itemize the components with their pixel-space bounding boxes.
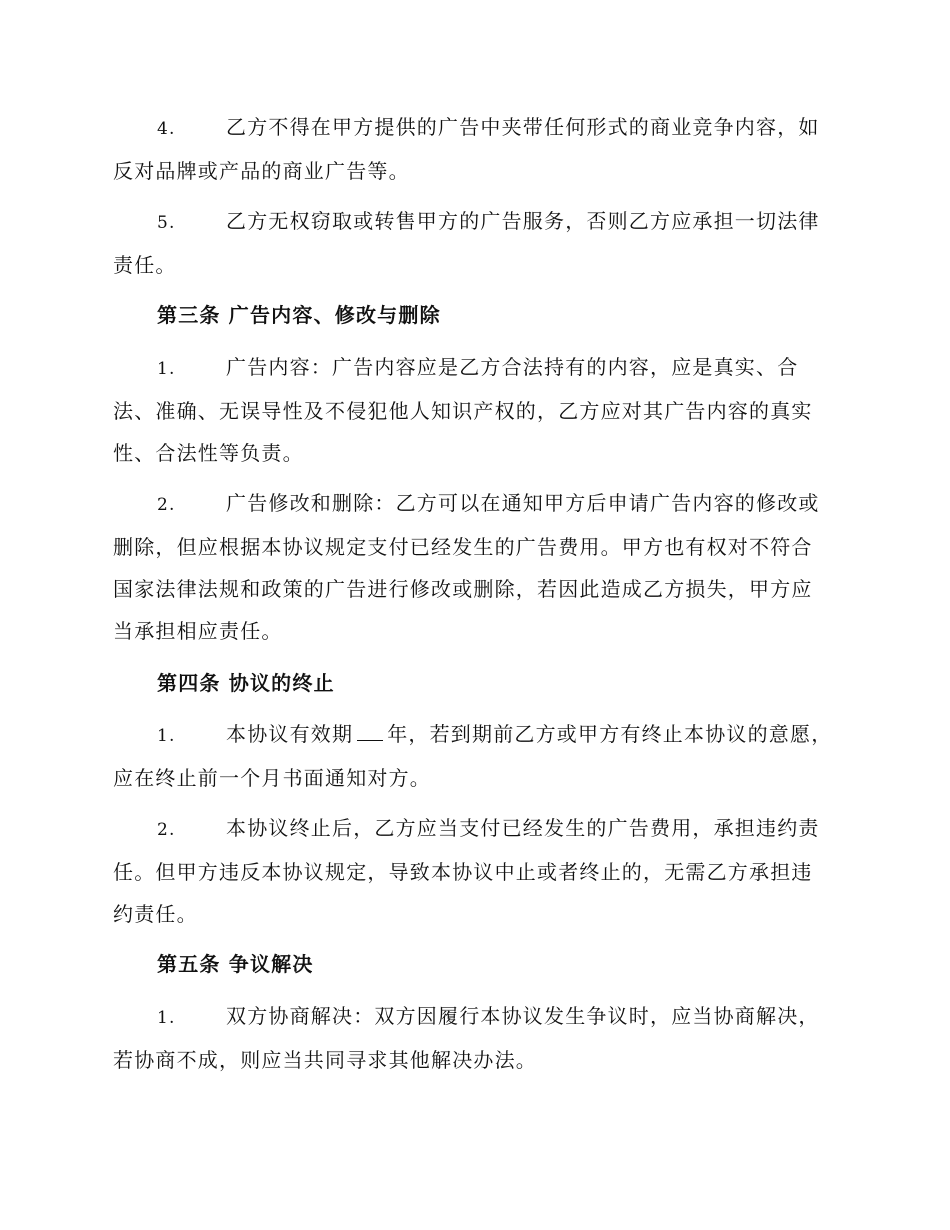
clause-4-heading-block	[113, 662, 833, 704]
clause-paragraph	[113, 713, 833, 799]
item-text: 广告内容：广告内容应是乙方合法持有的内容，应是真实、合法、准确、无误导性及不侵犯他人知识产权的，乙方应对其广告内容的真实性、合法性等负责。	[113, 355, 813, 465]
clause-5-heading-block	[113, 943, 833, 985]
item-number: 1.	[157, 726, 176, 746]
blank-field	[357, 722, 383, 741]
item-text: 本协议终止后，乙方应当支付已经发生的广告费用，承担违约责任。但甲方违反本协议规定，导致本协议中止或者终止的，无需乙方承担违约责任。	[113, 816, 820, 926]
item-number: 2.	[157, 495, 176, 515]
item-text: 乙方不得在甲方提供的广告中夹带任何形式的商业竞争内容，如反对品牌或产品的商业广告等。	[113, 115, 820, 183]
item-number: 4.	[157, 119, 176, 139]
clause-3-item-1	[113, 346, 833, 474]
item-text: 乙方无权窃取或转售甲方的广告服务，否则乙方应承担一切法律责任。	[113, 209, 820, 277]
clause-paragraph	[113, 995, 833, 1081]
clause-5-item-1	[113, 995, 833, 1081]
clause-paragraph	[113, 807, 833, 935]
clause-5-heading: 第五条 争议解决	[157, 952, 314, 976]
clause-4-item-2	[113, 807, 833, 935]
item-number: 2.	[157, 820, 176, 840]
item-number: 1.	[157, 359, 176, 379]
clause-3-item-2	[113, 482, 833, 652]
clause-3-heading: 第三条 广告内容、修改与删除	[157, 303, 441, 327]
item-number: 5.	[157, 213, 176, 233]
item-text: 广告修改和删除：乙方可以在通知甲方后申请广告内容的修改或删除，但应根据本协议规定支付已经发生的广告费用。甲方也有权对不符合国家法律法规和政策的广告进行修改或删除，若因此造成乙方损失，甲方应当承担相应责任。	[113, 491, 820, 643]
clause-2-item-4	[113, 106, 833, 192]
clause-4-item-1	[113, 713, 833, 799]
clause-4-heading: 第四条 协议的终止	[157, 671, 335, 695]
clause-paragraph	[113, 106, 833, 192]
clause-paragraph	[113, 482, 833, 652]
item-text-after: 年，若到期前乙方或甲方有终止本协议的意愿，应在终止前一个月书面通知对方。	[113, 722, 833, 790]
clause-paragraph	[113, 346, 833, 474]
item-text: 双方协商解决：双方因履行本协议发生争议时，应当协商解决，若协商不成，则应当共同寻求其他解决办法。	[113, 1004, 820, 1072]
item-text-before: 本协议有效期	[226, 722, 354, 746]
clause-2-item-5	[113, 200, 833, 286]
clause-paragraph	[113, 200, 833, 286]
item-number: 1.	[157, 1008, 176, 1028]
clause-3-heading-block	[113, 294, 833, 336]
